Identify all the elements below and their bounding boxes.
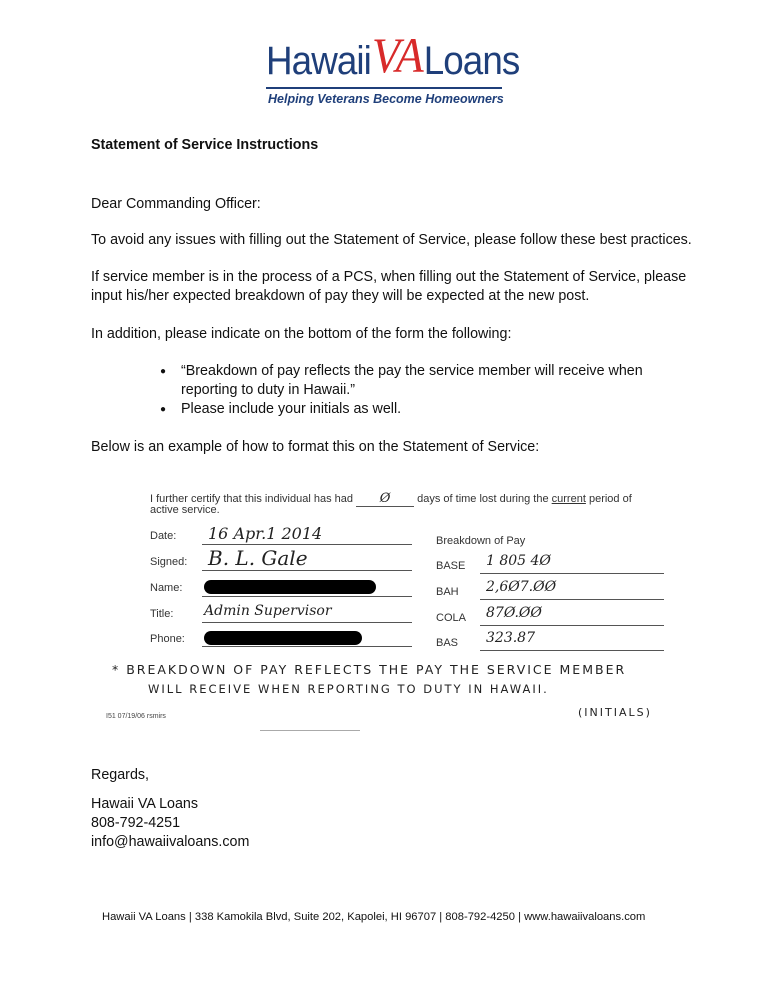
certify-text <box>150 491 632 507</box>
company-logo <box>266 27 520 108</box>
name-label: Name: <box>150 582 183 594</box>
date-line <box>202 544 412 545</box>
instruction-bullet-list <box>160 362 643 419</box>
signature-phone: 808-792-4251 <box>91 815 181 831</box>
bullet-item <box>160 400 643 419</box>
pay-line-base <box>480 573 664 574</box>
name-redaction <box>204 580 376 594</box>
logo-divider <box>266 87 502 89</box>
title-line <box>202 622 412 623</box>
days-lost-field <box>356 491 414 507</box>
certify-end: period of <box>588 493 632 505</box>
closing: Regards, <box>91 767 150 783</box>
paragraph-example-intro: Below is an example of how to format this on the Statement of Service: <box>91 439 540 455</box>
certify-line2: active service. <box>150 504 220 516</box>
title-label: Title: <box>150 608 174 620</box>
handwritten-note-line1: * BREAKDOWN OF PAY REFLECTS THE PAY THE SERVICE MEMBER <box>112 662 627 677</box>
pay-value-bah: 2,6Ø7.ØØ <box>486 579 557 595</box>
pay-label-cola: COLA <box>436 612 466 624</box>
paragraph-pcs-line2: input his/her expected breakdown of pay they will be expected at the new post. <box>91 288 590 304</box>
bullet-text-line1: ● “Breakdown of pay reflects the pay the service member will receive when <box>181 363 643 379</box>
salutation: Dear Commanding Officer: <box>91 196 261 212</box>
logo-text-loans: Loans <box>423 39 520 83</box>
bullet-text-line2: reporting to duty in Hawaii.” <box>181 382 356 398</box>
pay-value-base: 1 805 4Ø <box>486 553 551 569</box>
logo-text-hawaii: Hawaii <box>266 39 371 83</box>
pay-label-base: BASE <box>436 560 466 572</box>
page-title: Statement of Service Instructions <box>91 137 319 153</box>
statement-of-service-example <box>106 482 680 734</box>
handwritten-note-line2: WILL RECEIVE WHEN REPORTING TO DUTY IN HAWAII. <box>148 682 549 696</box>
phone-redaction <box>204 631 362 645</box>
pay-line-cola <box>480 625 664 626</box>
signature-email[interactable]: info@hawaiivaloans.com <box>91 834 250 850</box>
handwritten-initials: (INITIALS) <box>578 706 652 719</box>
logo-text-va: VA <box>371 27 423 83</box>
form-code: I51 07/19/06 rsmirs <box>106 713 166 720</box>
certify-left: I further certify that this individual has had <box>150 493 353 505</box>
certify-underlined: current <box>551 493 586 505</box>
pay-line-bah <box>480 599 664 600</box>
signature-company: Hawaii VA Loans <box>91 796 199 812</box>
date-label: Date: <box>150 530 177 542</box>
faint-line <box>260 730 360 731</box>
pay-header: Breakdown of Pay <box>436 535 526 547</box>
date-value: 16 Apr.1 2014 <box>208 524 323 543</box>
days-lost-value: Ø <box>379 491 391 506</box>
certify-right: days of time lost during the <box>417 493 549 505</box>
pay-label-bas: BAS <box>436 637 459 649</box>
bullet-text: ● Please include your initials as well. <box>181 401 402 417</box>
page-footer: Hawaii VA Loans | 338 Kamokila Blvd, Suite 202, Kapolei, HI 96707 | 808-792-4250 | www.hawaiivaloans.com <box>102 911 646 923</box>
signed-line <box>202 570 412 571</box>
paragraph-best-practices: To avoid any issues with filling out the Statement of Service, please follow these best practices. <box>91 232 692 248</box>
phone-label: Phone: <box>150 633 185 645</box>
pay-line-bas <box>480 650 664 651</box>
logo-tagline: Helping Veterans Become Homeowners <box>268 92 504 106</box>
phone-line <box>202 646 412 647</box>
paragraph-addition: In addition, please indicate on the bottom of the form the following: <box>91 326 512 342</box>
paragraph-pcs-line1: If service member is in the process of a PCS, when filling out the Statement of Service, please <box>91 269 687 285</box>
name-line <box>202 596 412 597</box>
pay-value-bas: 323.87 <box>486 630 535 646</box>
pay-value-cola: 87Ø.ØØ <box>486 605 542 621</box>
bullet-item <box>160 362 643 400</box>
signature-value: B. L. Gale <box>208 546 308 570</box>
logo-wordmark <box>266 28 519 84</box>
signed-label: Signed: <box>150 556 188 568</box>
title-value: Admin Supervisor <box>204 603 332 619</box>
pay-label-bah: BAH <box>436 586 459 598</box>
